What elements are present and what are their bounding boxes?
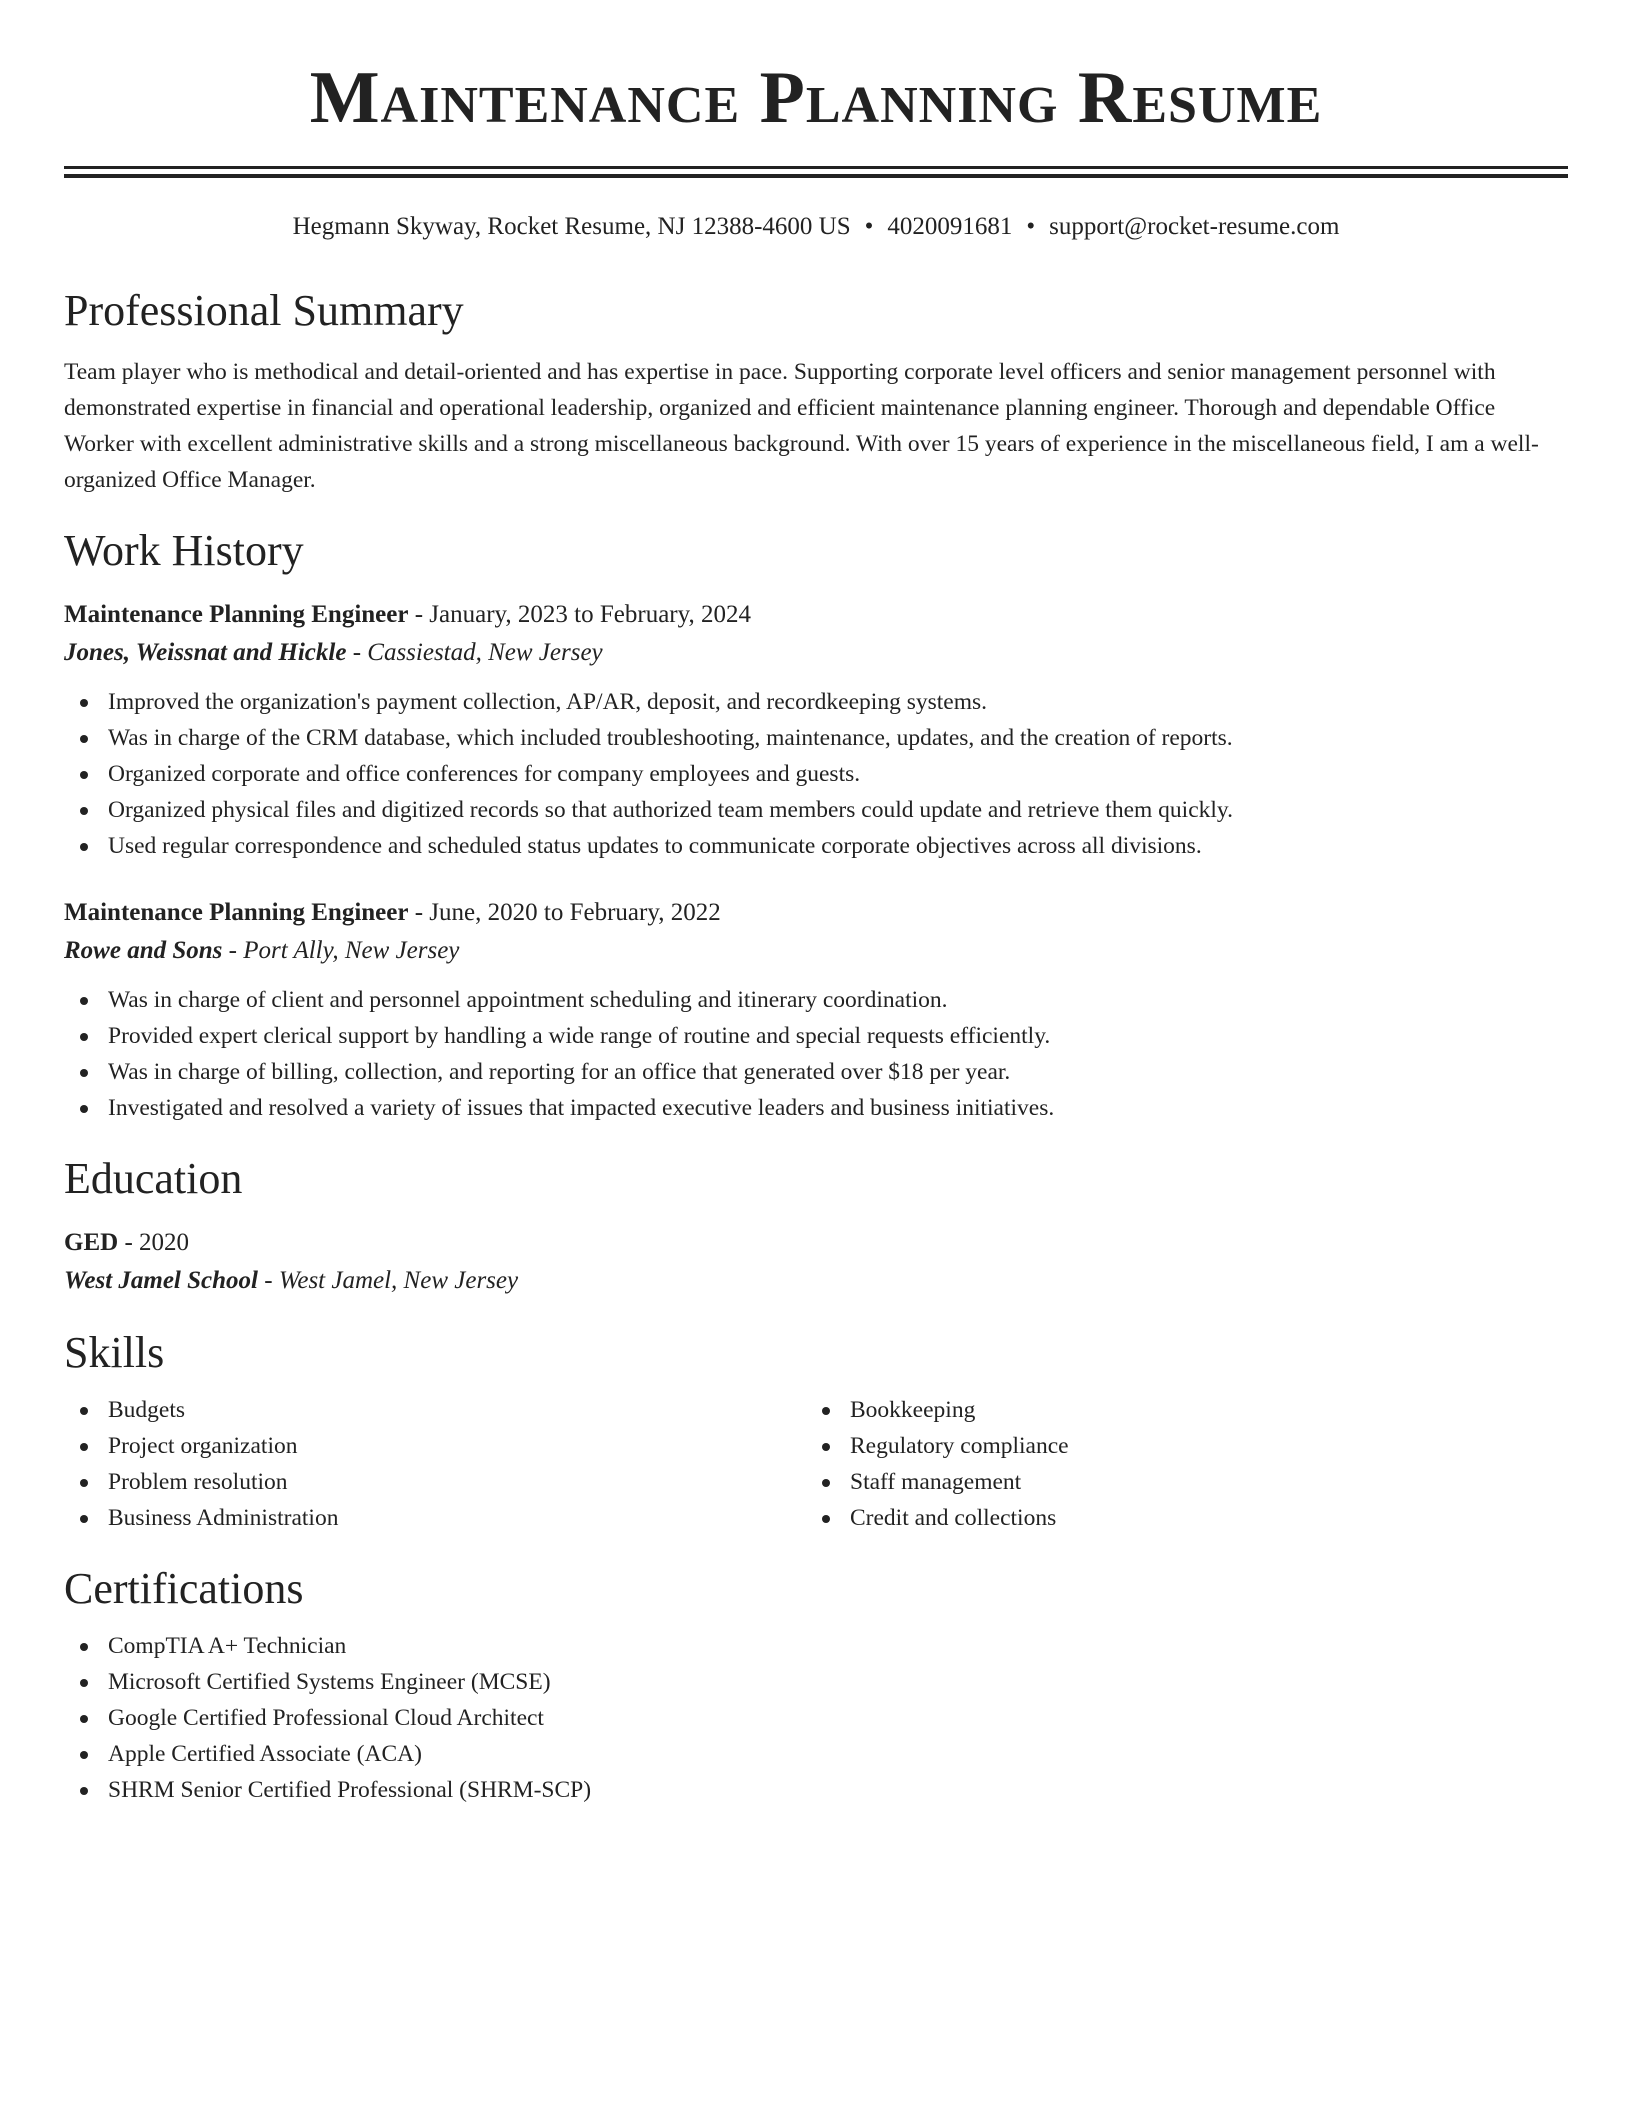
education-header xyxy=(64,1224,1568,1262)
job-location: Cassiestad, New Jersey xyxy=(367,639,603,666)
summary-text: Team player who is methodical and detail-oriented and has expertise in pace. Supporting corporate level officers and senior management personnel with demonstrated expertise in financial and operational leadership, organized and efficient maintenance planning engineer. Thorough and dependable Office Worker with excellent administrative skills and a strong miscellaneous background. With over 15 years of experience in the miscellaneous field, I am a well-organized Office Manager. xyxy=(64,359,1539,493)
job-bullet: Was in charge of client and personnel appointment scheduling and itinerary coordination. xyxy=(64,982,1568,1018)
contact-address: Hegmann Skyway, Rocket Resume, NJ 12388-4600 US xyxy=(292,213,851,240)
job-header xyxy=(64,894,1568,932)
job-title: Maintenance Planning Engineer xyxy=(64,899,409,926)
job-bullet: Organized physical files and digitized records so that authorized team members could update and retrieve them quickly. xyxy=(64,792,1568,828)
certification-item: Apple Certified Associate (ACA) xyxy=(64,1736,1568,1772)
education-year: 2020 xyxy=(139,1229,190,1256)
job-title: Maintenance Planning Engineer xyxy=(64,601,409,628)
section-heading-education: Education xyxy=(64,1154,243,1203)
skill-item: Project organization xyxy=(64,1428,806,1464)
title-divider-top xyxy=(64,166,1568,169)
dash-separator: - xyxy=(408,601,430,628)
dash-separator: - xyxy=(118,1229,140,1256)
contact-email: support@rocket-resume.com xyxy=(1049,213,1340,240)
certification-item: SHRM Senior Certified Professional (SHRM-SCP) xyxy=(64,1772,1568,1808)
certification-item: CompTIA A+ Technician xyxy=(64,1628,1568,1664)
job-header xyxy=(64,596,1568,634)
job-company-line xyxy=(64,932,1568,970)
skill-item: Business Administration xyxy=(64,1500,806,1536)
job-bullet: Organized corporate and office conferences for company employees and guests. xyxy=(64,756,1568,792)
certification-item: Google Certified Professional Cloud Architect xyxy=(64,1700,1568,1736)
section-heading-certifications: Certifications xyxy=(64,1564,304,1613)
contact-line xyxy=(64,210,1568,244)
resume-page xyxy=(64,0,1568,1808)
dash-separator: - xyxy=(346,639,368,666)
skill-item: Staff management xyxy=(806,1464,1548,1500)
section-heading-skills: Skills xyxy=(64,1328,165,1377)
job-entry xyxy=(64,894,1568,1126)
job-company: Jones, Weissnat and Hickle xyxy=(64,639,347,666)
education-school-line xyxy=(64,1262,1568,1300)
job-bullet: Provided expert clerical support by handling a wide range of routine and special requests efficiently. xyxy=(64,1018,1568,1054)
certification-item: Microsoft Certified Systems Engineer (MCSE) xyxy=(64,1664,1568,1700)
job-company: Rowe and Sons xyxy=(64,937,223,964)
skills-list-left xyxy=(64,1392,806,1536)
section-heading-summary: Professional Summary xyxy=(64,286,464,335)
education-school: West Jamel School xyxy=(64,1267,258,1294)
section-heading-work-history: Work History xyxy=(64,526,304,575)
contact-phone: 4020091681 xyxy=(887,213,1013,240)
job-bullet: Was in charge of billing, collection, and reporting for an office that generated over $18 per year. xyxy=(64,1054,1568,1090)
dash-separator: - xyxy=(257,1267,279,1294)
job-bullet-list xyxy=(64,684,1568,864)
education-entry xyxy=(64,1224,1568,1300)
contact-separator: • xyxy=(1026,213,1036,240)
job-dates: January, 2023 to February, 2024 xyxy=(429,601,751,628)
dash-separator: - xyxy=(222,937,244,964)
job-bullet: Improved the organization's payment collection, AP/AR, deposit, and recordkeeping systems. xyxy=(64,684,1568,720)
skill-item: Regulatory compliance xyxy=(806,1428,1548,1464)
education-location: West Jamel, New Jersey xyxy=(278,1267,519,1294)
resume-title: Maintenance Planning Resume xyxy=(309,57,1323,139)
job-company-line xyxy=(64,634,1568,672)
job-entry xyxy=(64,596,1568,864)
skills-list-right xyxy=(806,1392,1548,1536)
job-bullet: Investigated and resolved a variety of issues that impacted executive leaders and business initiatives. xyxy=(64,1090,1568,1126)
job-bullet: Was in charge of the CRM database, which included troubleshooting, maintenance, updates, and the creation of reports. xyxy=(64,720,1568,756)
education-degree: GED xyxy=(64,1229,119,1256)
skills-grid xyxy=(64,1392,1568,1536)
job-bullet-list xyxy=(64,982,1568,1126)
skill-item: Credit and collections xyxy=(806,1500,1548,1536)
skill-item: Problem resolution xyxy=(64,1464,806,1500)
dash-separator: - xyxy=(408,899,430,926)
job-dates: June, 2020 to February, 2022 xyxy=(429,899,721,926)
title-divider-bottom xyxy=(64,174,1568,178)
job-location: Port Ally, New Jersey xyxy=(243,937,460,964)
certifications-list xyxy=(64,1628,1568,1808)
skill-item: Budgets xyxy=(64,1392,806,1428)
contact-separator: • xyxy=(864,213,874,240)
skill-item: Bookkeeping xyxy=(806,1392,1548,1428)
job-bullet: Used regular correspondence and scheduled status updates to communicate corporate objectives across all divisions. xyxy=(64,828,1568,864)
